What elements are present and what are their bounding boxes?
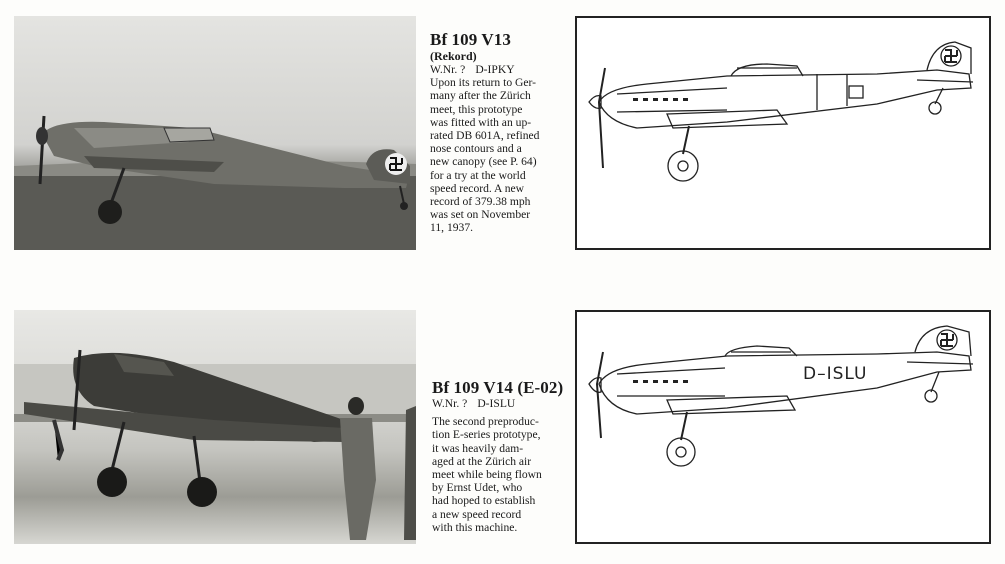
description-line: with this machine.	[432, 520, 518, 534]
description-line: meet while being flown	[432, 468, 542, 482]
werknummer: W.Nr. ?	[430, 63, 466, 76]
description-line: Upon its return to Ger-	[430, 76, 537, 90]
description-line: many after the Zürich	[430, 89, 531, 103]
drawing-bf109-v14	[575, 310, 991, 544]
werknummer: W.Nr. ?	[432, 397, 468, 410]
description-line: meet, this prototype	[430, 102, 523, 116]
entry-subtitle: (Rekord)	[430, 49, 477, 63]
description-line: tion E-series prototype,	[432, 428, 541, 442]
description-line: record of 379.38 mph	[430, 195, 531, 209]
description-line: was fitted with an up-	[430, 115, 532, 129]
entry-title: Bf 109 V14 (E-02)	[432, 378, 564, 397]
description-line: nose contours and a	[430, 142, 522, 156]
caption-bf109-v14	[432, 378, 572, 534]
werknummer-line	[430, 63, 570, 76]
entry-title: Bf 109 V13	[430, 30, 511, 49]
registration: D-IPKY	[475, 63, 515, 76]
drawing-bf109-v13	[575, 16, 991, 250]
description-line: had hoped to establish	[432, 494, 536, 508]
description-line: by Ernst Udet, who	[432, 481, 523, 495]
description-line: a new speed record	[432, 507, 522, 521]
description-line: The second preproduc-	[432, 415, 539, 429]
description-line: rated DB 601A, refined	[430, 129, 540, 143]
photo-bf109-v14	[14, 310, 416, 544]
description-line: was set on November	[430, 208, 531, 222]
photo-bf109-v13	[14, 16, 416, 250]
caption-bf109-v13	[430, 30, 570, 235]
description-line: aged at the Zürich air	[432, 454, 532, 468]
werknummer-line	[432, 397, 572, 410]
description-line: for a try at the world	[430, 168, 526, 182]
fuselage-code-label: D–ISLU	[803, 364, 868, 384]
description-line: new canopy (see P. 64)	[430, 155, 537, 169]
description-line: 11, 1937.	[430, 221, 474, 235]
description-line: speed record. A new	[430, 181, 525, 195]
registration: D-ISLU	[477, 397, 516, 410]
description-line: it was heavily dam-	[432, 441, 524, 455]
